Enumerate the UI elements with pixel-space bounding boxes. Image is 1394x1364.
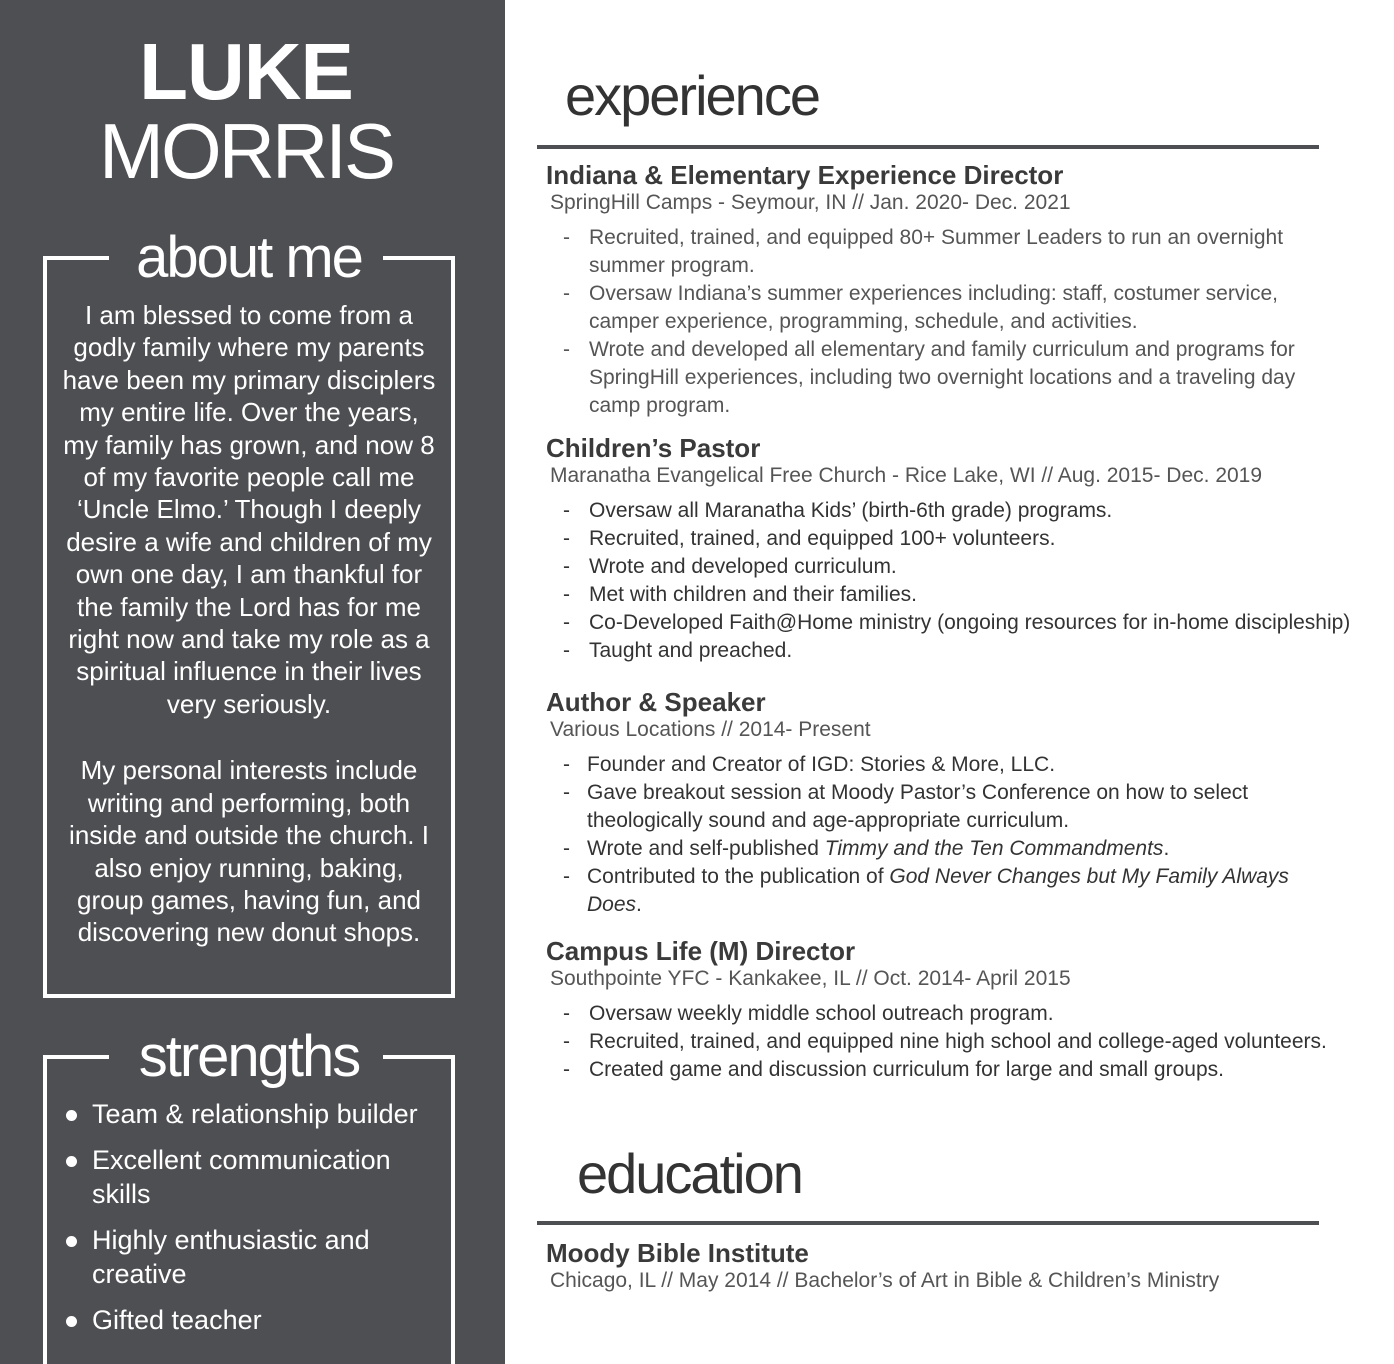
list-item: - Wrote and developed curriculum.: [563, 555, 897, 578]
job-springhill: [546, 160, 1386, 420]
job-title: Campus Life (M) Director: [546, 936, 856, 966]
sidebar: [0, 0, 505, 1364]
degree-detail: Chicago, IL // May 2014 // Bachelor’s of Art in Bible & Children’s Ministry: [550, 1269, 1220, 1292]
job-subtitle: Various Locations // 2014- Present: [550, 718, 871, 741]
strengths-list: [47, 1097, 445, 1349]
job-author-speaker: [546, 687, 1386, 919]
job-campus-life: [546, 936, 1386, 1084]
strength-item: Team & relationship builder: [47, 1097, 445, 1131]
list-item: - Recruited, trained, and equipped 80+ Summer Leaders to run an overnight summer program.: [563, 226, 1284, 277]
list-item: - Oversaw weekly middle school outreach program.: [563, 1002, 1054, 1025]
first-name: LUKE: [139, 27, 353, 116]
list-item: - Wrote and self-published Timmy and the Ten Commandments.: [563, 837, 1170, 860]
job-bullets: [546, 497, 1386, 665]
list-item: - Recruited, trained, and equipped 100+ volunteers.: [563, 527, 1056, 550]
job-bullets: [546, 1000, 1386, 1084]
list-item: - Contributed to the publication of God Never Changes but My Family Always Does.: [563, 865, 1289, 916]
about-me-box: [43, 225, 455, 998]
about-me-title: about me: [136, 225, 362, 290]
bullet-dot-icon: [66, 1110, 77, 1121]
about-me-text: [59, 299, 439, 949]
strength-item: Gifted teacher: [47, 1303, 445, 1337]
strength-item: Excellent communication skills: [47, 1143, 445, 1211]
book-title: Timmy and the Ten Commandments: [824, 837, 1164, 860]
list-item: - Founder and Creator of IGD: Stories & More, LLC.: [563, 753, 1056, 776]
job-maranatha: [546, 433, 1386, 665]
education-heading: education: [577, 1142, 802, 1205]
strengths-box: [43, 1024, 455, 1364]
list-item: - Gave breakout session at Moody Pastor’s Conference on how to select theologically sound and age-appropriate curriculum.: [563, 781, 1249, 832]
list-item: - Met with children and their families.: [563, 583, 917, 606]
about-paragraph-2: My personal interests include writing and performing, both inside and outside the church. I also enjoy running, baking, group games, having fun, and discovering new donut shops.: [69, 755, 429, 948]
job-title: Author & Speaker: [546, 687, 766, 717]
bullet-dot-icon: [66, 1236, 77, 1247]
about-paragraph-1: I am blessed to come from a godly family where my parents have been my primary disciplers my entire life. Over the years, my family has grown, and now 8 of my favorite people call me ‘Uncle Elmo.’ Though I deeply desire a wife and children of my own one day, I am thankful for the family the Lord has for me right now and take my role as a spiritual influence in their lives very seriously.: [62, 300, 436, 719]
main-content: [505, 0, 1394, 1364]
job-bullets: [546, 224, 1386, 420]
list-item: - Taught and preached.: [563, 639, 793, 662]
last-name: MORRIS: [99, 107, 393, 195]
education-entry: [546, 1238, 1386, 1302]
list-item: - Recruited, trained, and equipped nine high school and college-aged volunteers.: [563, 1030, 1327, 1053]
list-item: - Created game and discussion curriculum for large and small groups.: [563, 1058, 1224, 1081]
list-item: - Oversaw all Maranatha Kids’ (birth-6th grade) programs.: [563, 499, 1113, 522]
job-subtitle: Southpointe YFC - Kankakee, IL // Oct. 2014- April 2015: [550, 967, 1071, 990]
experience-rule: [537, 145, 1319, 149]
education-rule: [537, 1221, 1319, 1225]
bullet-dot-icon: [66, 1316, 77, 1327]
job-subtitle: SpringHill Camps - Seymour, IN // Jan. 2020- Dec. 2021: [550, 191, 1071, 214]
list-item: - Co-Developed Faith@Home ministry (ongoing resources for in-home discipleship): [563, 611, 1351, 634]
list-item: - Oversaw Indiana’s summer experiences including: staff, costumer service, camper experience, programming, schedule, and activities.: [563, 282, 1279, 333]
strengths-title: strengths: [138, 1024, 360, 1089]
list-item: - Wrote and developed all elementary and family curriculum and programs for SpringHill experiences, including two overnight locations and a traveling day camp program.: [563, 338, 1296, 417]
job-bullets: [546, 751, 1386, 919]
job-subtitle: Maranatha Evangelical Free Church - Rice Lake, WI // Aug. 2015- Dec. 2019: [550, 464, 1263, 487]
bullet-dot-icon: [66, 1156, 77, 1167]
job-title: Children’s Pastor: [546, 433, 761, 463]
book-title: God Never Changes but My Family Always Does: [587, 865, 1289, 916]
school-name: Moody Bible Institute: [546, 1238, 809, 1268]
experience-heading: experience: [565, 64, 819, 127]
strength-item: Highly enthusiastic and creative: [47, 1223, 445, 1291]
job-title: Indiana & Elementary Experience Director: [546, 160, 1064, 190]
